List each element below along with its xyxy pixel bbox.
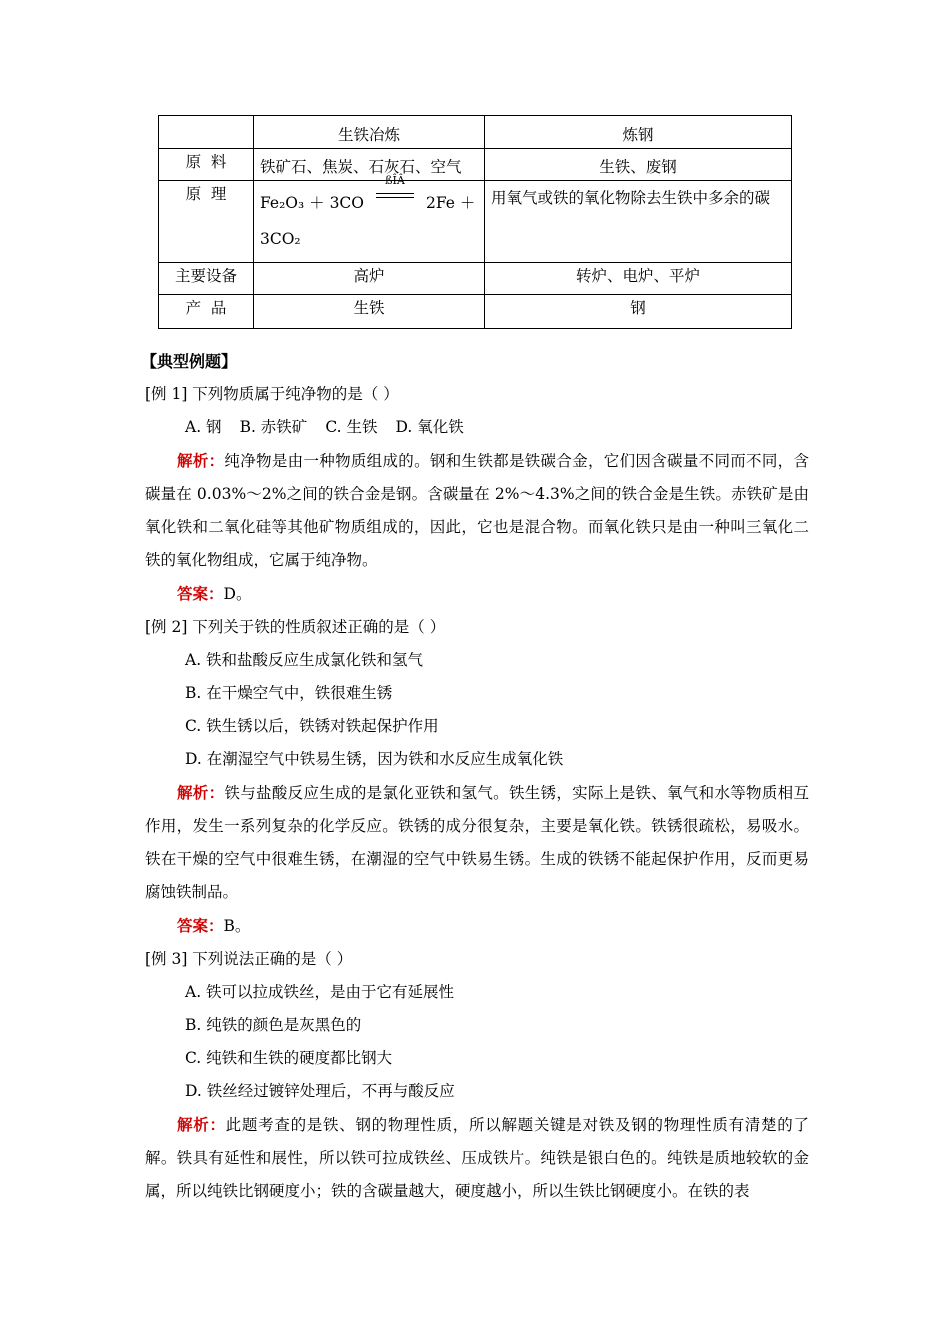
reaction-condition bbox=[372, 174, 418, 207]
equipment-steel: 转炉、电炉、平炉 bbox=[485, 263, 792, 295]
ex2-option-d: D. 在潮湿空气中铁易生锈，因为铁和水反应生成氧化铁 bbox=[185, 750, 564, 768]
ex3-option-c: C. 纯铁和生铁的硬度都比钢大 bbox=[185, 1049, 393, 1067]
equation bbox=[260, 174, 476, 212]
ex1-analysis-label: 解析： bbox=[177, 451, 225, 470]
ex2-analysis-label: 解析： bbox=[177, 783, 225, 802]
ex2-answer-label: 答案： bbox=[177, 916, 224, 935]
comparison-table bbox=[158, 115, 792, 329]
ex3-analysis bbox=[145, 1108, 809, 1208]
ex1-analysis-text: 纯净物是由一种物质组成的。钢和生铁都是铁碳合金，它们因含碳量不同而不同，含碳量在 0.03%～2%之间的铁合金是钢。含碳量在 2%～4.3%之间的铁合金是生铁。赤铁矿是由氧化铁和二氧化硅等其他矿物质组成的，因此，它也是混合物。而氧化铁只是由一种叫三氧化二铁的氧化物组成，它属于纯净物。 bbox=[145, 452, 809, 569]
ex2-answer-text: B。 bbox=[223, 917, 251, 935]
row-label-principle: 原 理 bbox=[159, 181, 254, 263]
row-label-equipment: 主要设备 bbox=[159, 263, 254, 295]
examples-section bbox=[141, 345, 809, 1208]
ex1-answer-label: 答案： bbox=[177, 584, 224, 603]
ex2-analysis-text: 铁与盐酸反应生成的是氯化亚铁和氢气。铁生锈，实际上是铁、氧气和水等物质相互作用，发生一系列复杂的化学反应。铁锈的成分很复杂，主要是氧化铁。铁锈很疏松，易吸水。铁在干燥的空气中很难生锈，在潮湿的空气中铁易生锈。生成的铁锈不能起保护作用，反而更易腐蚀铁制品。 bbox=[145, 784, 809, 901]
ex3-option-a: A. 铁可以拉成铁丝，是由于它有延展性 bbox=[185, 983, 455, 1001]
ex1-option-d: D. 氧化铁 bbox=[395, 418, 464, 436]
ex3-question: [例 3] 下列说法正确的是（ ） bbox=[145, 950, 353, 968]
ex2-option-c: C. 铁生锈以后，铁锈对铁起保护作用 bbox=[185, 717, 439, 735]
product-steel: 钢 bbox=[485, 295, 792, 329]
row-label-product: 产 品 bbox=[159, 295, 254, 329]
equation-line2: 3CO₂ bbox=[260, 230, 301, 248]
product-iron: 生铁 bbox=[254, 295, 485, 329]
ex1-analysis bbox=[145, 444, 809, 577]
ex1-option-a: A. 钢 bbox=[185, 418, 222, 436]
ex3-analysis-text: 此题考查的是铁、钢的物理性质，所以解题关键是对铁及钢的物理性质有清楚的了解。铁具有延性和展性，所以铁可拉成铁丝、压成铁片。纯铁是银白色的。纯铁是质地较软的金属，所以纯铁比钢硬度小；铁的含碳量越大，硬度越小，所以生铁比钢硬度小。在铁的表 bbox=[145, 1116, 809, 1200]
materials-steel: 生铁、废钢 bbox=[485, 149, 792, 181]
ex3-option-d: D. 铁丝经过镀锌处理后，不再与酸反应 bbox=[185, 1082, 455, 1100]
header-iron-smelting: 生铁冶炼 bbox=[254, 116, 485, 149]
ex1-options bbox=[145, 411, 809, 444]
section-title: 【典型例题】 bbox=[141, 352, 238, 371]
ex2-answer bbox=[145, 909, 809, 943]
ex1-question: [例 1] 下列物质属于纯净物的是（ ） bbox=[145, 385, 399, 403]
principle-steel: 用氧气或铁的氧化物除去生铁中多余的碳 bbox=[485, 181, 792, 263]
ex2-question: [例 2] 下列关于铁的性质叙述正确的是（ ） bbox=[145, 618, 446, 636]
ex1-option-c: C. 生铁 bbox=[325, 418, 378, 436]
ex1-option-b: B. 赤铁矿 bbox=[239, 418, 308, 436]
header-steelmaking: 炼钢 bbox=[485, 116, 792, 149]
ex1-answer bbox=[145, 577, 809, 611]
ex2-option-b: B. 在干燥空气中，铁很难生锈 bbox=[185, 684, 393, 702]
ex2-option-a: A. 铁和盐酸反应生成氯化铁和氢气 bbox=[185, 651, 424, 669]
principle-iron bbox=[254, 174, 485, 263]
ex3-analysis-label: 解析： bbox=[177, 1115, 226, 1134]
row-label-materials: 原 料 bbox=[159, 149, 254, 181]
ex1-answer-text: D。 bbox=[223, 585, 252, 603]
equation-lhs: Fe₂O₃ ＋ 3CO bbox=[260, 194, 364, 212]
table-corner bbox=[159, 116, 254, 149]
ex3-option-b: B. 纯铁的颜色是灰黑色的 bbox=[185, 1016, 362, 1034]
materials-iron: 铁矿石、焦炭、石灰石、空气 bbox=[254, 149, 485, 181]
condition-text: ßÎÂ bbox=[385, 174, 405, 187]
ex2-analysis bbox=[145, 776, 809, 909]
equipment-iron: 高炉 bbox=[254, 263, 485, 295]
equation-rhs: 2Fe ＋ bbox=[426, 194, 476, 212]
